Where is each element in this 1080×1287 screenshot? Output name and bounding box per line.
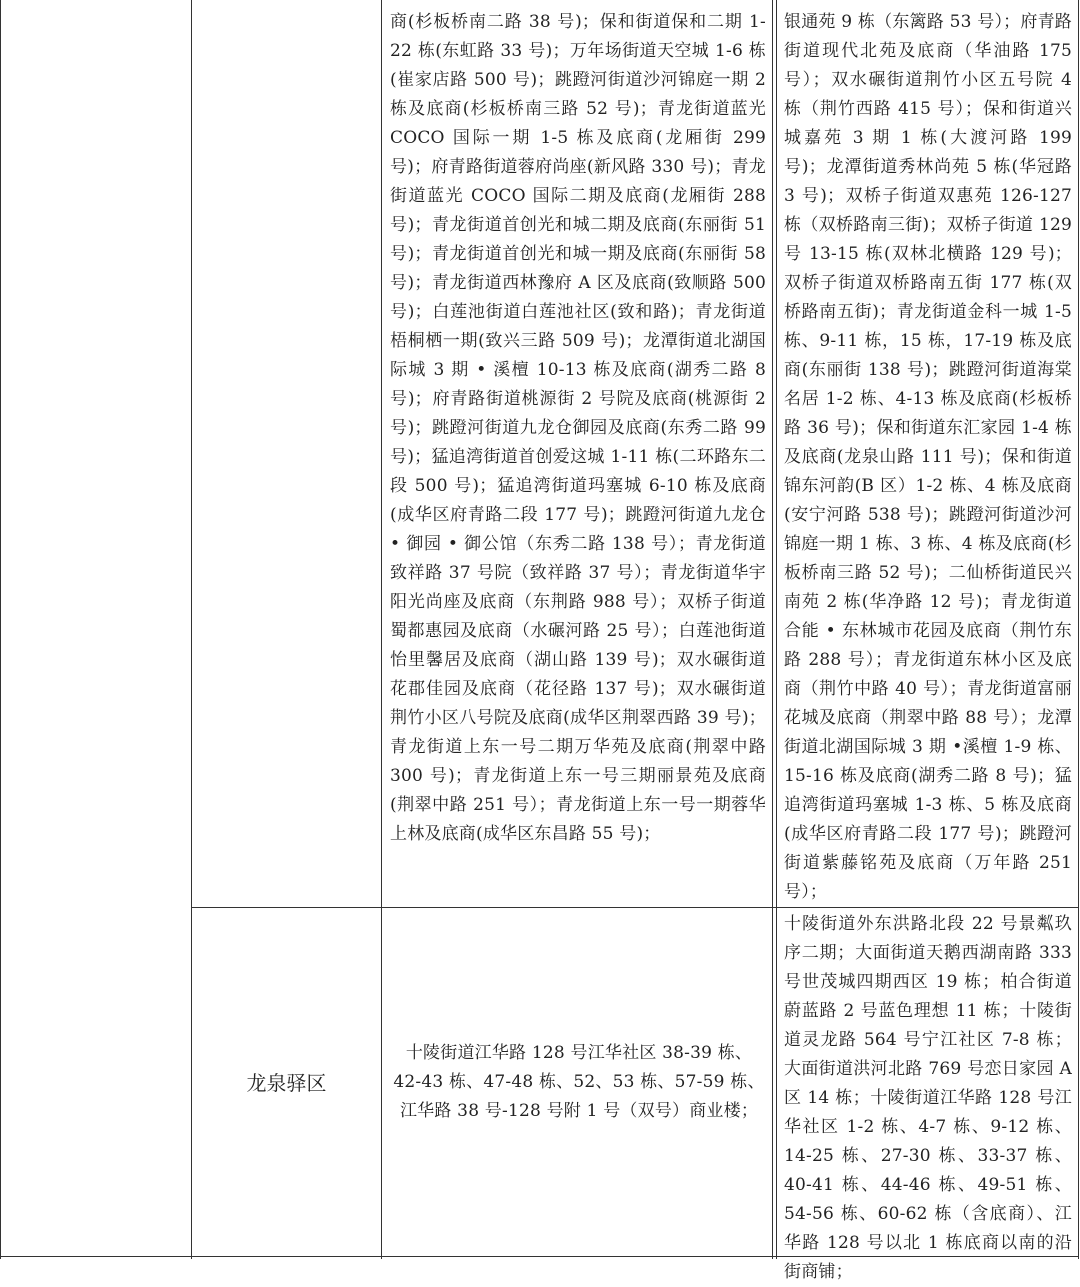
col-border-2 [381, 0, 382, 1259]
row1-col3-cell: 商(杉板桥南二路 38 号)；保和街道保和二期 1-22 栋(东虹路 33 号)；万年场街道天空城 1-6 栋(崔家店路 500 号)；跳蹬河街道沙河锦庭一期 2 栋及底商(杉板桥南三路 52 号)；青龙街道蓝光 COCO 国际一期 1-5 栋及底商(龙厢街 299 号)；府青路街道蓉府尚座(新风路 330 号)；青龙街道蓝光 COCO 国际二期及底商(龙厢街 288 号)；青龙街道首创光和城二期及底商(东丽街 51 号)；青龙街道首创光和城一期及底商(东丽街 58 号)；青龙街道西林豫府 A 区及底商(致顺路 500 号)；白莲池街道白莲池社区(致和路)；青龙街道梧桐栖一期(致兴三路 509 号)；龙潭街道北湖国际城 3 期 • 溪檀 10-13 栋及底商(湖秀二路 8 号)；府青路街道桃源街 2 号院及底商(桃源街 2 号)；跳蹬河街道九龙仓御园及底商(东秀二路 99 号)；猛追湾街道首创爱这城 1-11 栋(二环路东二段 500 号)；猛追湾街道玛塞城 6-10 栋及底商(成华区府青路二段 177 号)；跳蹬河街道九龙仓 • 御园 • 御公馆（东秀二路 138 号）；青龙街道致祥路 37 号院（致祥路 37 号）；青龙街道华宇阳光尚座及底商（东荆路 988 号）；双桥子街道蜀都惠园及底商（水碾河路 25 号）；白莲池街道怡里馨居及底商（湖山路 139 号)；双水碾街道花郡佳园及底商（花径路 137 号)；双水碾街道荆竹小区八号院及底商(成华区荆翠西路 39 号)；青龙街道上东一号二期万华苑及底商(荆翠中路 300 号)；青龙街道上东一号三期丽景苑及底商(荆翠中路 251 号）；青龙街道上东一号一期蓉华上林及底商(成华区东昌路 55 号)； [390, 12, 766, 844]
col-border-3a [772, 0, 773, 1259]
col-border-left [0, 0, 1, 1259]
row2-district-cell: 龙泉驿区 [246, 1071, 327, 1095]
row2-col3-cell [392, 908, 766, 1256]
col-border-right [1078, 0, 1079, 1259]
row2-col4-cell: 十陵街道外东洪路北段 22 号景粼玖序二期；大面街道天鹅西湖南路 333 号世茂城四期西区 19 栋；柏合街道蔚蓝路 2 号蓝色理想 11 栋；十陵街道灵龙路 564 号宁江社区 7-8 栋；大面街道洪河北路 769 号恋日家园 A 区 14 栋；十陵街道江华路 128 号江华社区 1-2 栋、4-7 栋、9-12 栋、14-25 栋、27-30 栋、33-37 栋、40-41 栋、44-46 栋、49-51 栋、54-56 栋、60-62 栋（含底商）、江华路 128 号以北 1 栋底商以南的沿街商铺； [784, 914, 1072, 1282]
row1-col4-cell: 银通苑 9 栋（东篱路 53 号）；府青路街道现代北苑及底商（华油路 175 号）；双水碾街道荆竹小区五号院 4 栋（荆竹西路 415 号）；保和街道兴城嘉苑 3 期 1 栋(大渡河路 199 号)；龙潭街道秀林尚苑 5 栋(华冠路 3 号)；双桥子街道双惠苑 126-127 栋（双桥路南三街)；双桥子街道 129 号 13-15 栋(双林北横路 129 号)；双桥子街道双桥路南五街 177 栋(双桥路南五街)；青龙街道金科一城 1-5 栋、9-11 栋，15 栋，17-19 栋及底商(东丽街 138 号)；跳蹬河街道海棠名居 1-2 栋、4-13 栋及底商(杉板桥路 36 号)；保和街道东汇家园 1-4 栋及底商(龙泉山路 111 号)；保和街道锦东河韵(B 区）1-2 栋、4 栋及底商(安宁河路 538 号)；跳蹬河街道沙河锦庭一期 1 栋、3 栋、4 栋及底商(杉板桥南三路 52 号)；二仙桥街道民兴南苑 2 栋(华净路 12 号)；青龙街道合能 • 东林城市花园及底商（荆竹东路 288 号）；青龙街道东林小区及底商（荆竹中路 40 号）；青龙街道富丽花城及底商（荆翠中路 88 号）；龙潭街道北湖国际城 3 期 •溪檀 1-9 栋、15-16 栋及底商(湖秀二路 8 号)；猛追湾街道玛塞城 1-3 栋、5 栋及底商(成华区府青路二段 177 号)；跳蹬河街道紫藤铭苑及底商（万年路 251 号）； [784, 12, 1072, 902]
row1-district-cell [192, 8, 381, 904]
row2-col3-text: 十陵街道江华路 128 号江华社区 38-39 栋、42-43 栋、47-48 栋、52、53 栋、57-59 栋、江华路 38 号-128 号附 1 号（双号）商业楼； [393, 1042, 765, 1121]
col-border-3b [776, 0, 777, 1259]
